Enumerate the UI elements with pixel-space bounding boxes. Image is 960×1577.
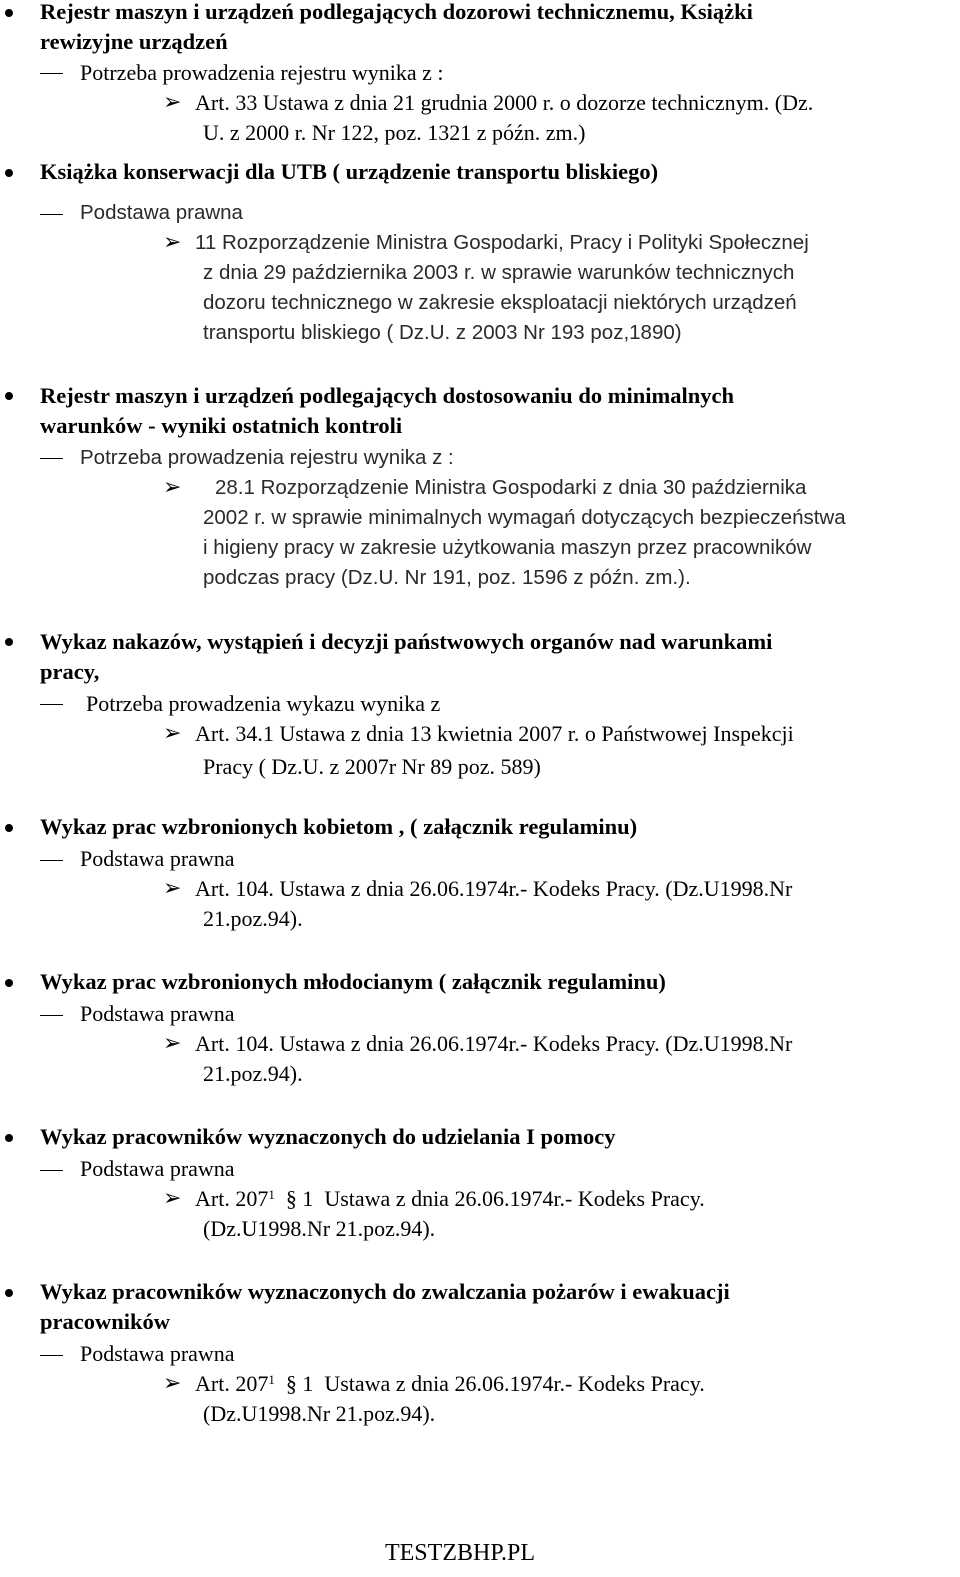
- arrow-bullet-icon: ➢: [163, 721, 182, 746]
- legal-basis-label: Potrzeba prowadzenia rejestru wynika z :: [80, 60, 444, 85]
- legal-reference: Art. 33 Ustawa z dnia 21 grudnia 2000 r. o dozorze technicznym. (Dz. U. z 2000 r. Nr 122, poz. 1321 z późn. zm.): [195, 90, 814, 145]
- section-heading: Rejestr maszyn i urządzeń podlegających dostosowaniu do minimalnych warunków - wyniki ostatnich kontroli: [40, 383, 734, 438]
- legal-reference: 11 Rozporządzenie Ministra Gospodarki, Pracy i Polityki Społecznej z dnia 29 października 2003 r. w sprawie warunków technicznych dozoru technicznego w zakresie eksploatacji niektórych urządzeń transportu bliskiego ( Dz.U. z 2003 Nr 193 poz,1890): [195, 231, 809, 344]
- section-heading: Wykaz pracowników wyznaczonych do udzielania I pomocy: [40, 1124, 616, 1149]
- bullet-icon: [5, 9, 13, 17]
- legal-reference: Art. $207^1$ § 1 Ustawa z dnia 26.06.1974r.- Kodeks Pracy. (Dz.U1998.Nr 21.poz.94).: [195, 1186, 705, 1241]
- arrow-bullet-icon: ➢: [163, 876, 182, 901]
- legal-reference: Art. 34.1 Ustawa z dnia 13 kwietnia 2007 r. o Państwowej Inspekcji Pracy ( Dz.U. z 2007r Nr 89 poz. 589): [195, 721, 794, 779]
- legal-reference: Art. $207^1$ § 1 Ustawa z dnia 26.06.1974r.- Kodeks Pracy. (Dz.U1998.Nr 21.poz.94).: [195, 1371, 705, 1426]
- dash-icon: [40, 704, 63, 705]
- bullet-icon: [5, 824, 13, 832]
- legal-basis-label: Podstawa prawna: [80, 846, 235, 871]
- legal-basis-label: Potrzeba prowadzenia wykazu wynika z: [86, 691, 441, 716]
- arrow-bullet-icon: ➢: [163, 1186, 182, 1211]
- section-heading: Wykaz prac wzbronionych kobietom , ( załącznik regulaminu): [40, 814, 638, 839]
- section-heading: Wykaz nakazów, wystąpień i decyzji państwowych organów nad warunkami pracy,: [40, 629, 773, 684]
- dash-icon: [40, 1170, 63, 1171]
- legal-reference: Art. 104. Ustawa z dnia 26.06.1974r.- Kodeks Pracy. (Dz.U1998.Nr 21.poz.94).: [195, 1031, 793, 1086]
- bullet-icon: [5, 169, 13, 177]
- section-heading: Wykaz pracowników wyznaczonych do zwalczania pożarów i ewakuacji pracowników: [40, 1279, 730, 1334]
- legal-basis-label: Podstawa prawna: [80, 1156, 235, 1181]
- arrow-bullet-icon: ➢: [163, 230, 182, 255]
- arrow-bullet-icon: ➢: [163, 90, 182, 115]
- legal-basis-label: Podstawa prawna: [80, 1341, 235, 1366]
- legal-basis-label: Podstawa prawna: [80, 201, 243, 224]
- bullet-icon: [5, 638, 13, 646]
- bullet-icon: [5, 392, 13, 400]
- footer-site-name: TESTZBHP.PL: [384, 1540, 536, 1566]
- bullet-icon: [5, 979, 13, 987]
- bullet-icon: [5, 1134, 13, 1142]
- legal-basis-label: Podstawa prawna: [80, 1001, 235, 1026]
- section-heading: Książka konserwacji dla UTB ( urządzenie transportu bliskiego): [40, 159, 659, 184]
- dash-icon: [40, 1355, 63, 1356]
- arrow-bullet-icon: ➢: [163, 475, 182, 500]
- dash-icon: [40, 73, 63, 74]
- legal-reference: Art. 104. Ustawa z dnia 26.06.1974r.- Kodeks Pracy. (Dz.U1998.Nr 21.poz.94).: [195, 876, 793, 931]
- dash-icon: [40, 214, 63, 215]
- section-heading: Rejestr maszyn i urządzeń podlegających dozorowi technicznemu, Książki rewizyjne urządzeń: [40, 0, 753, 54]
- arrow-bullet-icon: ➢: [163, 1371, 182, 1396]
- dash-icon: [40, 1015, 63, 1016]
- bullet-icon: [5, 1289, 13, 1297]
- dash-icon: [40, 860, 63, 861]
- section-heading: Wykaz prac wzbronionych młodocianym ( załącznik regulaminu): [40, 969, 666, 994]
- legal-basis-label: Potrzeba prowadzenia rejestru wynika z :: [80, 446, 454, 469]
- dash-icon: [40, 458, 63, 459]
- legal-reference: 28.1 Rozporządzenie Ministra Gospodarki z dnia 30 października 2002 r. w sprawie minimalnych wymagań dotyczących bezpieczeństwa i higieny pracy w zakresie użytkowania maszyn przez pracowników podczas pracy (Dz.U. Nr 191, poz. 1596 z późn. zm.).: [203, 476, 846, 589]
- arrow-bullet-icon: ➢: [163, 1031, 182, 1056]
